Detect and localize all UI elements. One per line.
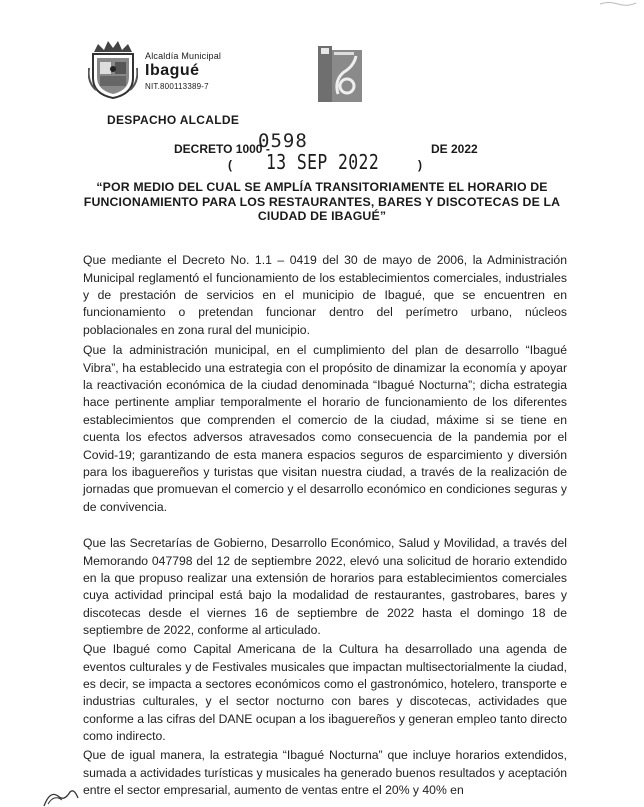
org-city: Ibagué bbox=[145, 62, 200, 79]
considerando-paragraph-4: Que Ibagué como Capital Americana de la Cultura ha desarrollado una agenda de eventos culturales y de Festivales musicales que impactan multisectorialmente la ciudad, es decir, se impacta a sectores económicos como el gastronómico, hotelero, transporte e industrias culturales, y el sector nocturno con bares y discotecas, actividades que conforme a las cifras del DANE ocupan a los ibaguereños y generan empleo tanto directo como indirecto. bbox=[83, 642, 567, 744]
decree-title: “POR MEDIO DEL CUAL SE AMPLÍA TRANSITORIAMENTE EL HORARIO DE FUNCIONAMIENTO PARA LOS RESTAURANTES, BARES Y DISCOTECAS DE LA CIUDAD DE IBAGUÉ” bbox=[83, 180, 561, 223]
initials-mark-icon bbox=[40, 786, 80, 807]
decree-date-stamp: 13 SEP 2022 bbox=[266, 150, 380, 174]
office-heading: DESPACHO ALCALDE bbox=[107, 113, 240, 127]
considerando-paragraph-5: Que de igual manera, la estrategia “Ibagué Nocturna” que incluye horarios extendidos, sumada a actividades turísticas y musicales ha generado buenos resultados y aceptación entre el sector empresarial, aumento de ventas entre el 20% y 40% en bbox=[83, 748, 567, 797]
date-open-paren: ( bbox=[228, 158, 232, 172]
considerando-paragraph-2: Que la administración municipal, en el cumplimiento del plan de desarrollo “Ibagué Vibra”, ha establecido una estrategia con el propósito de dinamizar la economía y apoyar la reactivación económica de la ciudad denominada “Ibagué Nocturna”; dicha estrategia hace pertinente ampliar temporalmente el horario de funcionamiento de los diferentes establecimientos que comprenden el comercio de la ciudad, máxime si se tiene en cuenta los efectos adversos atravesados como consecuencia de la pandemia por el Covid-19; garantizando de esta manera espacios seguros de esparcimiento y diversión para los ibaguereños y turistas que visitan nuestra ciudad, a través de la realización de jornadas que promuevan el comercio y el desarrollo económico en condiciones seguras y de convivencia. bbox=[83, 343, 567, 514]
scan-smudge bbox=[598, 0, 638, 8]
ibague-vibra-logo-icon bbox=[300, 42, 368, 106]
org-nit: NIT.800113389-7 bbox=[145, 82, 209, 91]
org-subtitle: Alcaldía Municipal bbox=[145, 51, 222, 61]
considerando-paragraph-1: Que mediante el Decreto No. 1.1 – 0419 del 30 de mayo de 2006, la Administración Municipal reglamentó el funcionamiento de los establecimientos comerciales, industriales y de prestación de servicios en el municipio de Ibagué, que se encuentren en funcionamiento o pretendan funcionar dentro del perímetro urbano, núcleos poblacionales en zona rural del municipio. bbox=[83, 253, 567, 337]
considerando-paragraph-3: Que las Secretarías de Gobierno, Desarrollo Económico, Salud y Movilidad, a través del Memorando 047798 del 12 de septiembre 2022, elevó una solicitud de horario extendido en la que propuso realizar una extensión de horarios para establecimientos comerciales cuya actividad principal está bajo la modalidad de restaurantes, gastrobares, bares y discotecas desde el viernes 16 de septiembre de 2022 hasta el domingo 18 de septiembre de 2022, conforme al articulado. bbox=[83, 536, 567, 638]
decree-year: DE 2022 bbox=[431, 142, 478, 156]
decree-number: 0598 bbox=[258, 130, 308, 152]
date-close-paren: ) bbox=[418, 158, 422, 172]
municipal-crest-icon bbox=[88, 38, 138, 100]
organization-name bbox=[145, 51, 221, 91]
decree-label: DECRETO 1000 - bbox=[174, 142, 270, 156]
